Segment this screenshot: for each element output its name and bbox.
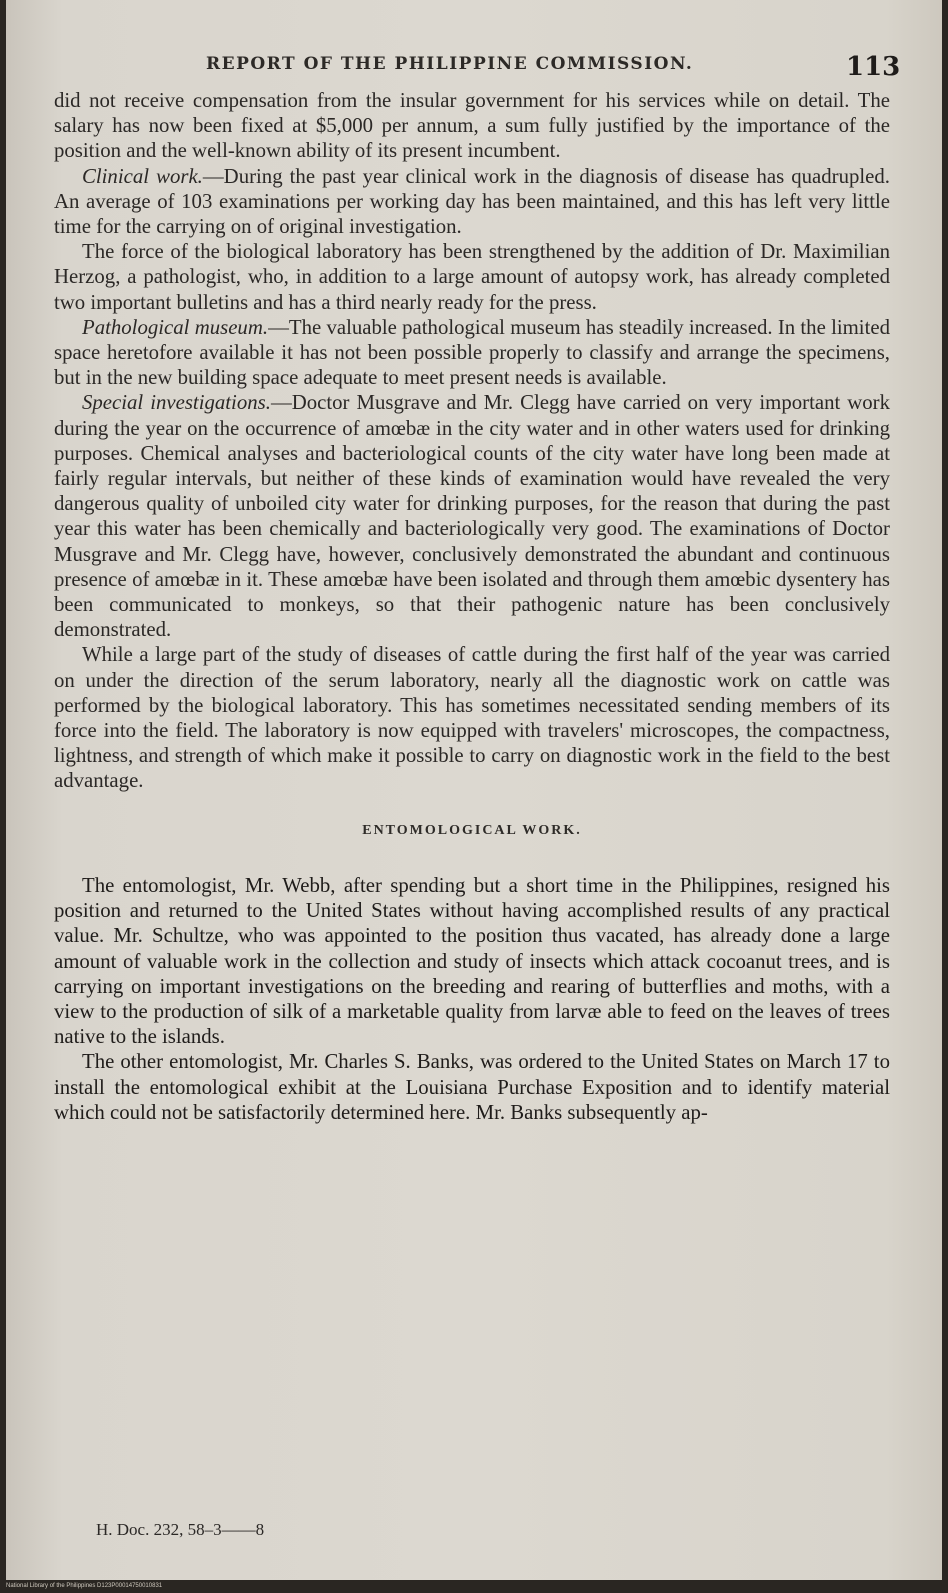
paragraph-pathological-museum [54,315,890,391]
section-heading: ENTOMOLOGICAL WORK. [362,822,582,838]
run-in-heading-investigations: Special investigations. [82,391,271,415]
paragraph-special-investigations [54,390,890,642]
entomological-section [54,873,890,1125]
scan-credit: National Library of the Philippines D123P00014750010831 [6,1583,163,1589]
run-in-heading-clinical: Clinical work. [82,164,203,188]
paragraph-1: did not receive compensation from the insular government for his services while on detail. The salary has now been fixed at $5,000 per annum, a sum fully justified by the importance of the position and the well-known ability of its present incumbent. [54,89,890,163]
paragraph-2-text: —During the past year clinical work in the diagnosis of disease has quadrupled. An average of 103 examinations per working day has been maintained, and this has left very little time for the carrying on of original investigation. [54,164,890,239]
paragraph-4-text: —The valuable pathological museum has steadily increased. In the limited space heretofore available it has not been possible properly to classify and arrange the specimens, but in the new building space adequate to meet present needs is available. [54,315,890,390]
run-in-heading-museum: Pathological museum. [82,315,269,339]
document-signature: H. Doc. 232, 58–3——8 [96,1520,265,1539]
page-number: 113 [846,52,901,82]
body-text [54,88,890,1125]
paragraph-3: The force of the biological laboratory has been strengthened by the addition of Dr. Maximilian Herzog, a pathologist, who, in addition to a large amount of autopsy work, has already completed two important bulletins and has a third nearly ready for the press. [54,240,890,314]
document-page [6,0,942,1580]
paragraph-7: The entomologist, Mr. Webb, after spending but a short time in the Philippines, resigned his position and returned to the United States without having accomplished results of any practical value. Mr. Schultze, who was appointed to the position thus vacated, has already done a large amount of valuable work in the collection and study of insects which attack cocoanut trees, and is carrying on important investigations on the breeding and rearing of butterflies and moths, with a view to the production of silk of a marketable quality from larvæ able to feed on the leaves of trees native to the islands. [54,873,890,1049]
running-title: REPORT OF THE PHILIPPINE COMMISSION. [206,54,694,74]
running-head [6,52,942,84]
paragraph-6: While a large part of the study of diseases of cattle during the first half of the year was carried on under the direction of the serum laboratory, nearly all the diagnostic work on cattle was performed by the biological laboratory. This has sometimes necessitated sending members of its force into the field. The laboratory is now equipped with travelers' microscopes, the compactness, lightness, and strength of which make it possible to carry on diagnostic work in the field to the best advantage. [54,643,890,793]
paragraph-5-text: —Doctor Musgrave and Mr. Clegg have carried on very important work during the year on the occurrence of amœbæ in the city water and in other waters used for drinking purposes. Chemical analyses and bacteriological counts of the city water have long been made at fairly regular intervals, but neither of these kinds of examination would have revealed the very dangerous quality of unboiled city water for drinking purposes, for the reason that during the past year this water has been chemically and bacteriologically very good. The examinations of Doctor Musgrave and Mr. Clegg have, however, conclusively demonstrated the abundant and continuous presence of amœbæ in it. These amœbæ have been isolated and through them amœbic dysentery has been communicated to monkeys, so that their pathogenic nature has been conclusively demonstrated. [54,391,890,642]
paragraph-clinical-work [54,164,890,240]
paragraph-8: The other entomologist, Mr. Charles S. Banks, was ordered to the United States on March 17 to install the entomological exhibit at the Louisiana Purchase Exposition and to identify material which could not be satisfactorily determined here. Mr. Banks subsequently ap- [54,1050,890,1124]
